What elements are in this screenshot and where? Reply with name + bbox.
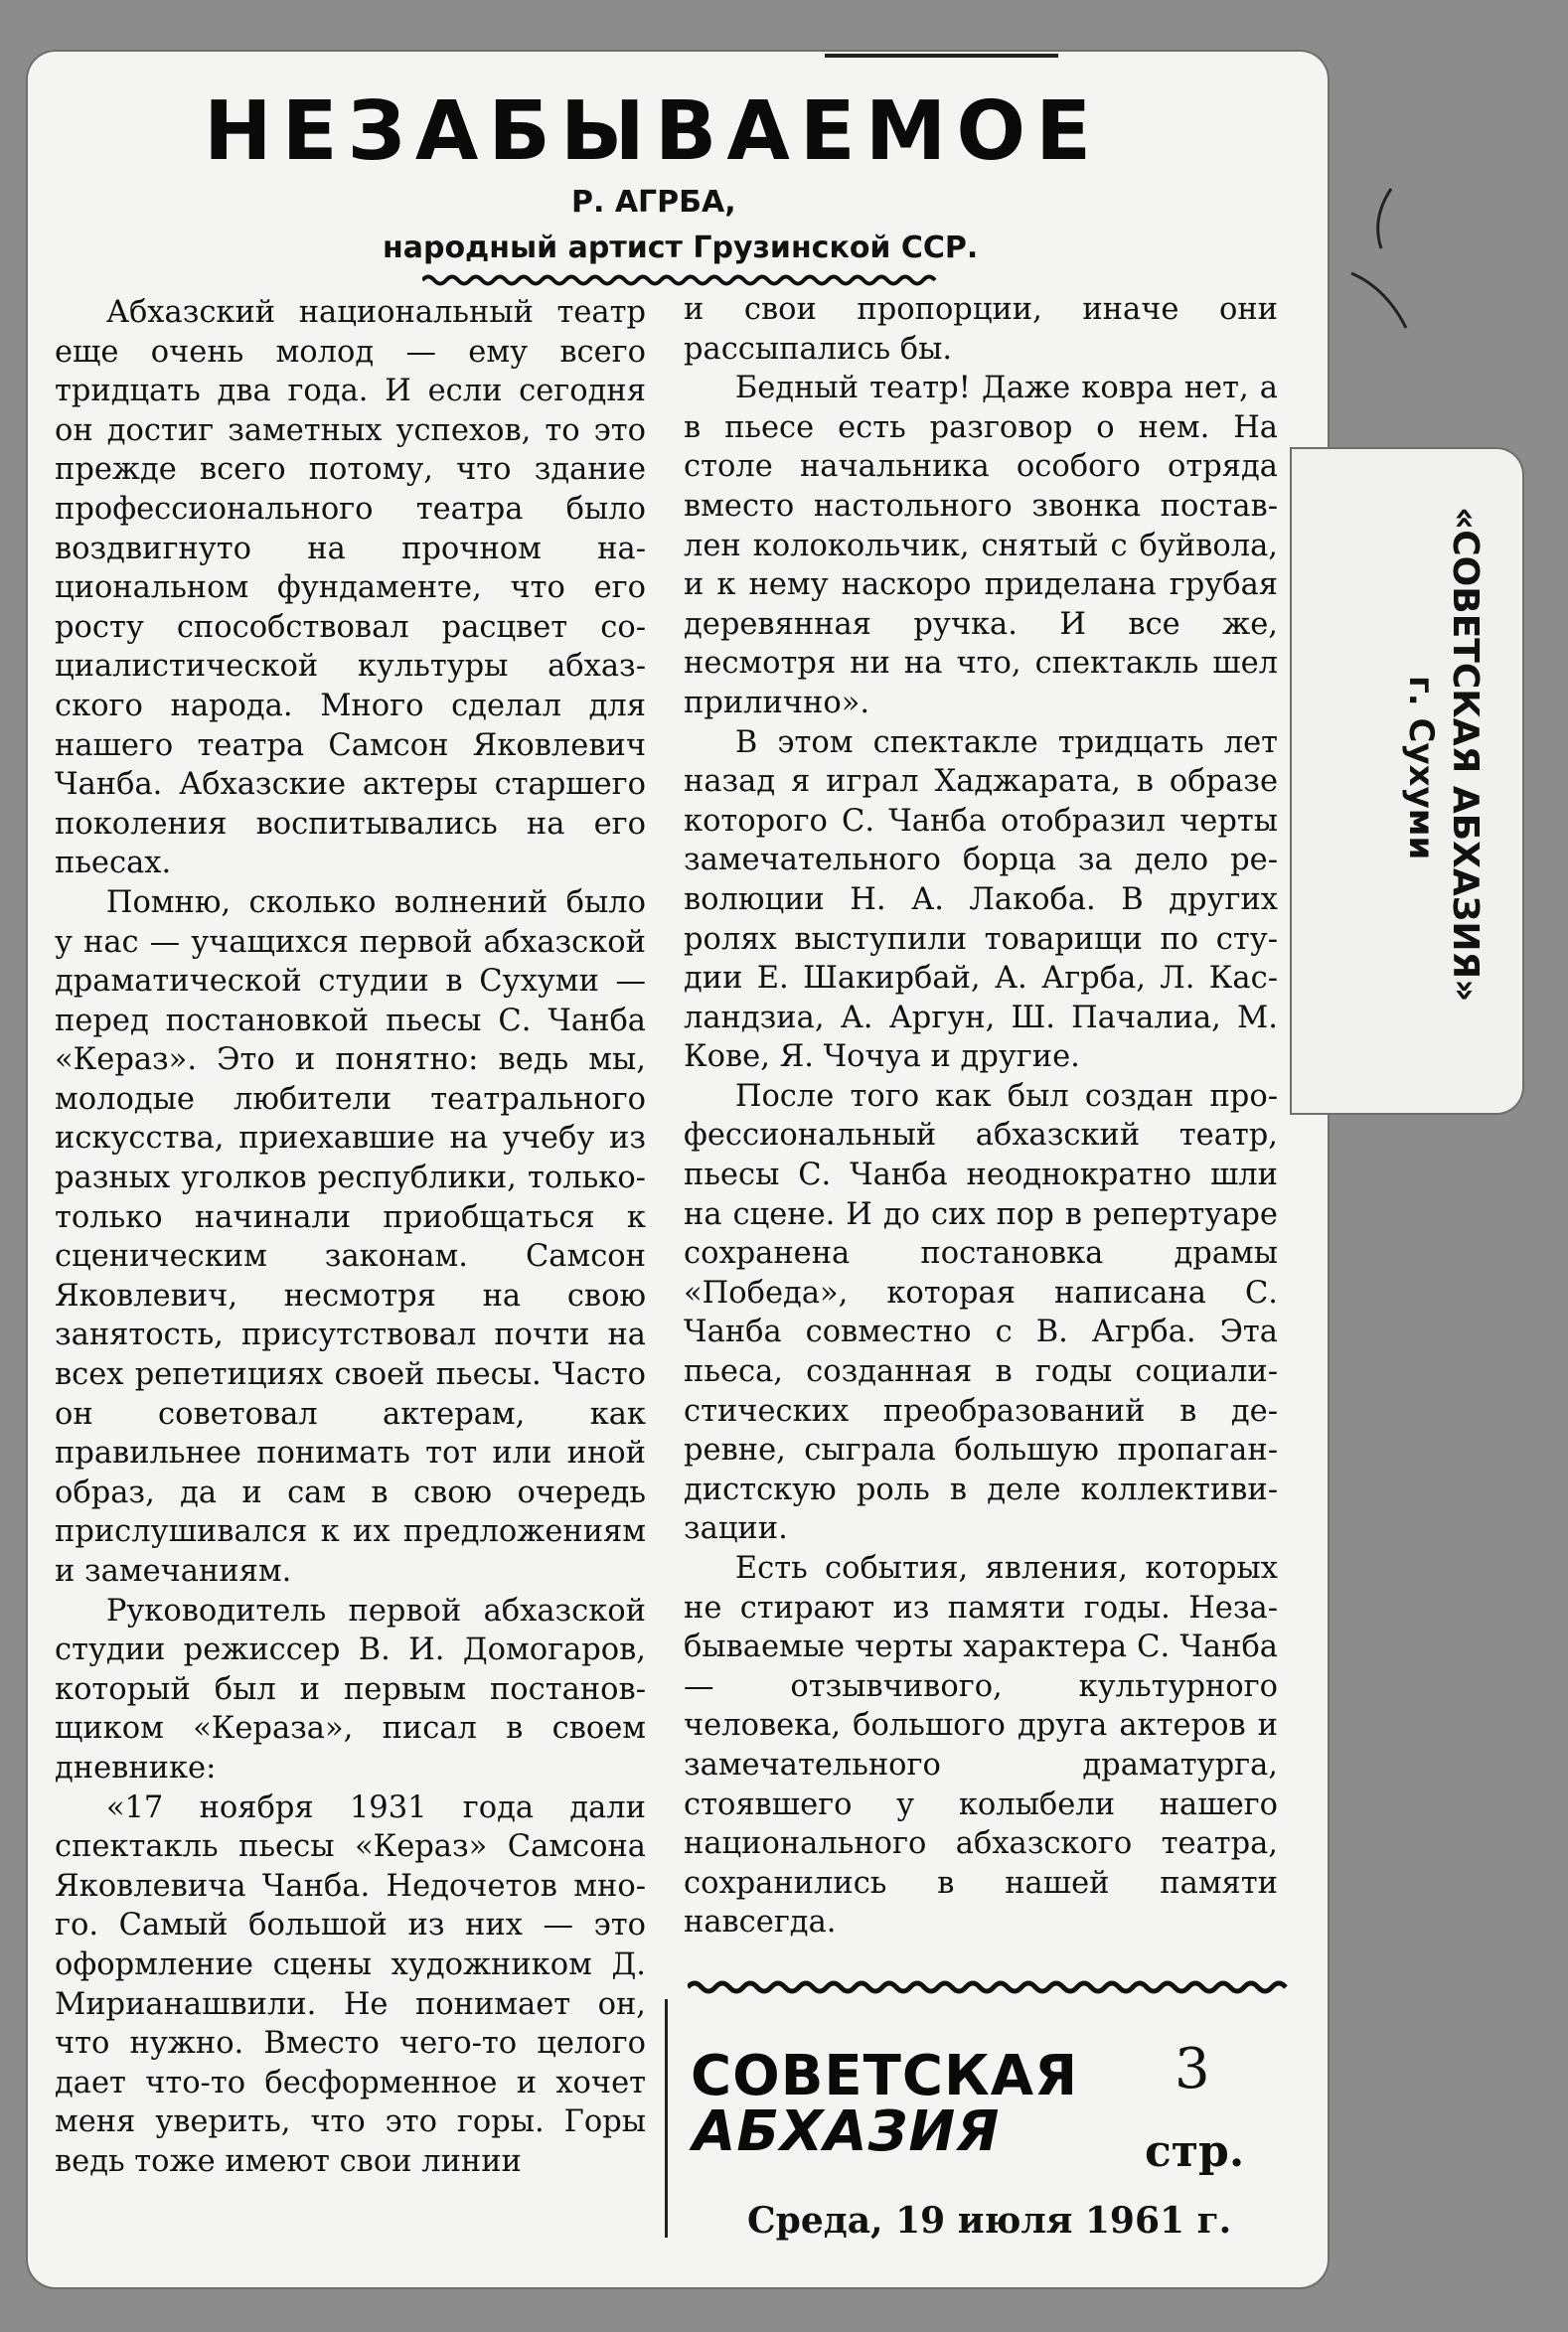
paragraph: Руководитель первой абхазской студии режиссер В. И. Домогаров, который был и первым постановщиком «Кераза», писал в своем дневнике:: [55, 1593, 646, 1786]
pen-mark: [1332, 179, 1451, 338]
article-column-left: [55, 293, 646, 2182]
source-newspaper-label: «СОВЕТСКАЯ АБХАЗИЯ»: [1445, 507, 1486, 1003]
article-column-right: [684, 290, 1278, 1943]
paragraph: Абхазский национальный театр еще очень молод — ему всего тридцать два года. И если сегодня он достиг заметных успехов, то это прежде всего потому, что здание профессионального театра было воздвигнуто на прочном национальном фундаменте, что его росту способствовал расцвет социалистической культуры абхазского народа. Много сделал для нашего театра Самсон Яковлевич Чанба. Абхазские актеры старшего поколения воспитывались на его пьесах.: [55, 295, 646, 881]
masthead-line-2: АБХАЗИЯ: [693, 2099, 1001, 2164]
page-number: 3: [1175, 2037, 1210, 2101]
author-name: Р. АГРБА,: [571, 185, 736, 220]
paragraph: После того как был создан профессиональный абхазский театр, пьесы С. Чанба неоднократно шли на сцене. И до сих пор в репертуаре сохранена постановка драмы «Победа», которая написана С. Чанба совместно с В. Агрба. Эта пьеса, созданная в годы социалистических преобразований в деревне, сыграла большую пропагандистскую роль в деле коллективизации.: [684, 1078, 1278, 1547]
issue-date: Среда, 19 июля 1961 г.: [747, 2200, 1232, 2242]
paragraph: «17 ноября 1931 года дали спектакль пьесы «Кераз» Самсона Яковлевича Чанба. Недочетов много. Самый большой из них — это оформление сцены художником Д. Мирианашвили. Не понимает он, что нужно. Вместо чего-то целого дает что-то бесформенное и хочет меня уверить, что это горы. Горы ведь тоже имеют свои линии: [55, 1789, 646, 2179]
source-city-label: г. Сухуми: [1401, 676, 1441, 860]
paragraph: В этом спектакле тридцать лет назад я играл Хаджарата, в образе которого С. Чанба отобразил черты замечательного борца за дело революции Н. А. Лакоба. В других ролях выступили товарищи по студии Е. Шакирбай, А. Агрба, Л. Касландзиа, А. Аргун, Ш. Пачалиа, М. Кове, Я. Чочуа и другие.: [684, 724, 1278, 1075]
article-title: НЕЗАБЫВАЕМОЕ: [204, 84, 1102, 179]
column-divider: [665, 1999, 668, 2238]
page-label: стр.: [1145, 2126, 1245, 2177]
paragraph: и свои пропорции, иначе они рассыпались бы.: [684, 292, 1278, 367]
footer-wave-divider: [688, 1979, 1294, 1995]
paragraph: Помню, сколько волнений было у нас — учащихся первой абхазской драматической студии в Сухуми — перед постановкой пьесы С. Чанба «Кераз». Это и понятно: ведь мы, молодые любители театрального искусства, приехавшие на учебу из разных уголков республики, только-только начинали приобщаться к сценическим законам. Самсон Яковлевич, несмотря на свою занятость, присутствовал почти на всех репетициях своей пьесы. Часто он советовал актерам, как правильнее понимать тот или иной образ, да и сам в свою очередь прислушивался к их предложениям и замечаниям.: [55, 884, 646, 1589]
paragraph: Бедный театр! Даже ковра нет, а в пьесе есть разговор о нем. На столе начальника особого отряда вместо настольного звонка поставлен колокольчик, снятый с буйвола, и к нему наскоро приделана грубая деревянная ручка. И все же, несмотря ни на что, спектакль шел прилично».: [684, 371, 1278, 720]
title-wave-divider: [422, 273, 939, 287]
top-rule: [825, 54, 1058, 58]
paragraph: Есть события, явления, которых не стирают из памяти годы. Незабываемые черты характера С. Чанба — отзывчивого, культурного человека, большого друга актеров и замечательного драматурга, стоявшего у колыбели нашего национального абхазского театра, сохранились в нашей памяти навсегда.: [684, 1551, 1278, 1941]
author-title: народный артист Грузинской ССР.: [383, 231, 979, 265]
masthead-line-1: СОВЕТСКАЯ: [691, 2044, 1079, 2108]
